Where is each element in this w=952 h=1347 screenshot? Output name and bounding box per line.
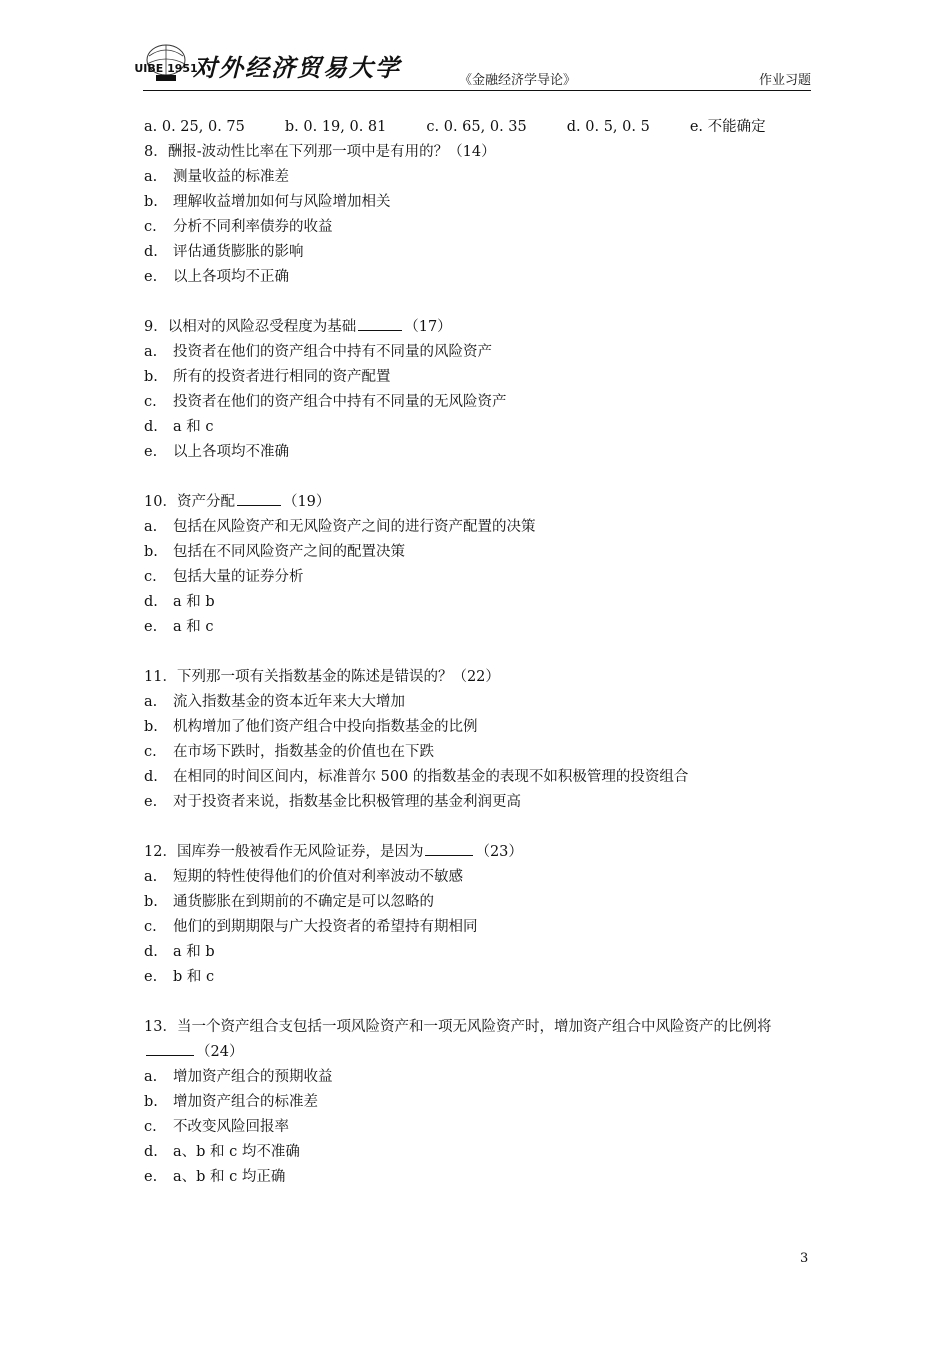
option-item: e. b 和 c	[144, 969, 215, 985]
option-item: c. 包括大量的证券分析	[144, 569, 304, 585]
option-item: c. 他们的到期期限与广大投资者的希望持有期相同	[144, 919, 478, 935]
option-item: c. 不改变风险回报率	[144, 1119, 289, 1135]
answer-blank	[425, 841, 473, 856]
option-item: d. 在相同的时间区间内，标准普尔 500 的指数基金的表现不如积极管理的投资组合	[144, 769, 689, 785]
question-stem: 12．国库券一般被看作无风险证券，是因为 （23）	[144, 840, 814, 865]
option-item: d. a 和 b	[144, 944, 215, 960]
option-item: a. 增加资产组合的预期收益	[144, 1069, 333, 1085]
option-item: e. 对于投资者来说，指数基金比积极管理的基金利润更高	[144, 794, 521, 810]
answer-blank	[237, 491, 281, 506]
page-number: 3	[800, 1251, 809, 1266]
section-label: 作业习题	[758, 73, 811, 88]
q7-options-row	[144, 115, 814, 140]
q7-option-c: c. 0. 65, 0. 35	[426, 119, 527, 135]
option-item: a. 测量收益的标准差	[144, 169, 289, 185]
q7-option-d: d. 0. 5, 0. 5	[566, 119, 650, 135]
document-body	[144, 115, 814, 1190]
option-item: d. 评估通货膨胀的影响	[144, 244, 304, 260]
answer-blank	[146, 1041, 194, 1056]
option-item: c. 分析不同利率债券的收益	[144, 219, 333, 235]
option-item: b. 所有的投资者进行相同的资产配置	[144, 369, 391, 385]
university-logo-icon	[134, 42, 198, 82]
option-item: b. 包括在不同风险资产之间的配置决策	[144, 544, 405, 560]
question-stem: 11．下列那一项有关指数基金的陈述是错误的？（22）	[144, 669, 500, 685]
q7-option-b: b. 0. 19, 0. 81	[284, 119, 387, 135]
option-item: e. 以上各项均不准确	[144, 444, 289, 460]
question-stem: 10．资产分配 （19）	[144, 490, 814, 515]
option-item: c. 在市场下跌时，指数基金的价值也在下跌	[144, 744, 434, 760]
option-item: c. 投资者在他们的资产组合中持有不同量的无风险资产	[144, 394, 507, 410]
question-stem: 9．以相对的风险忍受程度为基础 （17）	[144, 315, 814, 340]
option-item: e. 以上各项均不正确	[144, 269, 289, 285]
option-item: e. a、b 和 c 均正确	[144, 1169, 286, 1185]
q7-option-e: e. 不能确定	[689, 119, 766, 135]
option-item: a. 短期的特性使得他们的价值对利率波动不敏感	[144, 869, 463, 885]
page-header	[134, 40, 811, 91]
question-stem: 13．当一个资产组合支包括一项风险资产和一项无风险资产时，增加资产组合中风险资产的比例将（24）	[144, 1019, 772, 1060]
option-item: a. 包括在风险资产和无风险资产之间的进行资产配置的决策	[144, 519, 536, 535]
option-item: d. a、b 和 c 均不准确	[144, 1144, 300, 1160]
q7-option-a: a. 0. 25, 0. 75	[144, 119, 245, 135]
option-item: b. 增加资产组合的标准差	[144, 1094, 318, 1110]
answer-blank	[358, 316, 402, 331]
university-name: 对外经济贸易大学	[193, 53, 401, 82]
option-item: a. 流入指数基金的资本近年来大大增加	[144, 694, 405, 710]
logo-text: UIBE 1951	[134, 62, 198, 75]
option-item: d. a 和 b	[144, 594, 215, 610]
course-title: 《金融经济学导论》	[459, 73, 577, 88]
option-item: b. 理解收益增加如何与风险增加相关	[144, 194, 391, 210]
option-item: b. 通货膨胀在到期前的不确定是可以忽略的	[144, 894, 434, 910]
option-item: d. a 和 c	[144, 419, 214, 435]
option-item: a. 投资者在他们的资产组合中持有不同量的风险资产	[144, 344, 492, 360]
question-stem: 8．酬报-波动性比率在下列那一项中是有用的？（14）	[144, 144, 496, 160]
option-item: e. a 和 c	[144, 619, 214, 635]
option-item: b. 机构增加了他们资产组合中投向指数基金的比例	[144, 719, 478, 735]
